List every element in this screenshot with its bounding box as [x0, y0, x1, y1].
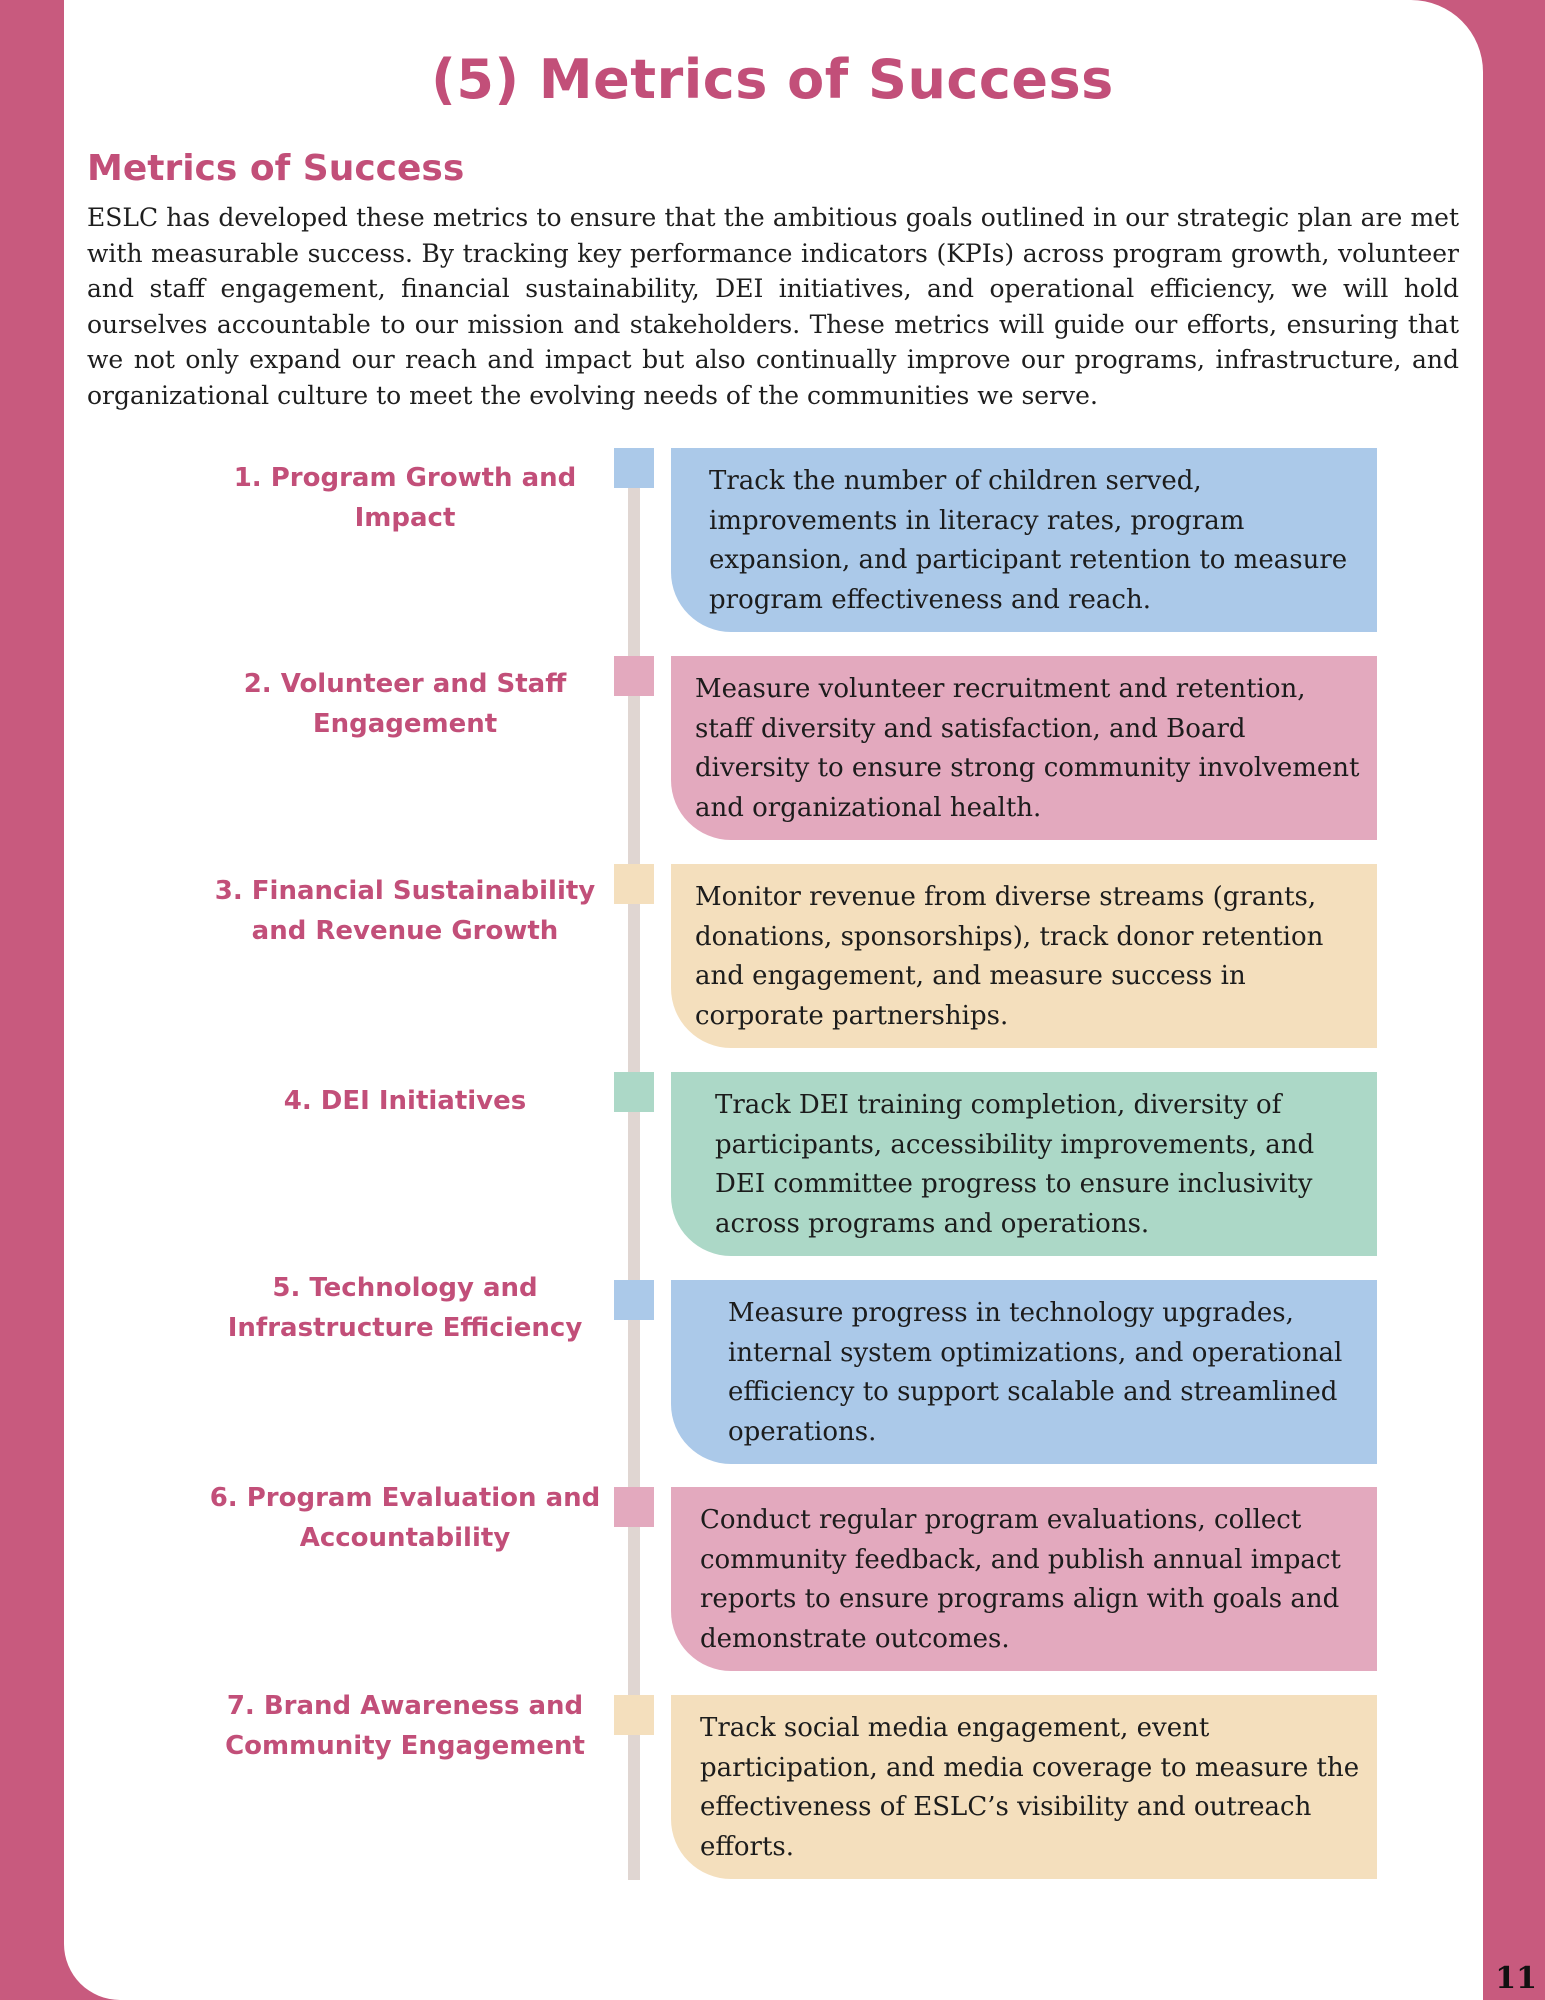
page-number: 11	[1495, 1961, 1537, 1996]
metric-card: Measure progress in technology upgrades, internal system optimizations, and operational efficiency to support scalable and streamlined operations.	[671, 1280, 1377, 1464]
metric-card: Track DEI training completion, diversity of participants, accessibility improvements, and DEI committee progress to ensure inclusivity across programs and operations.	[671, 1072, 1377, 1256]
metric-card: Conduct regular program evaluations, collect community feedback, and publish annual impact reports to ensure programs align with goals and demonstrate outcomes.	[671, 1487, 1377, 1671]
page-title: (5) Metrics of Success	[431, 48, 1114, 111]
section-heading: Metrics of Success	[87, 148, 465, 189]
metric-label: 3. Financial Sustainability and Revenue Growth	[214, 876, 596, 946]
timeline-marker	[614, 1280, 654, 1320]
metric-card: Measure volunteer recruitment and retention, staff diversity and satisfaction, and Board diversity to ensure strong community involvement and organizational health.	[671, 656, 1377, 840]
timeline-marker	[614, 656, 654, 696]
metric-label: 5. Technology and Infrastructure Efficiency	[227, 1273, 583, 1343]
metric-label: 7. Brand Awareness and Community Engagement	[225, 1691, 585, 1761]
metric-label: 1. Program Growth and Impact	[233, 463, 577, 533]
timeline-marker	[614, 1487, 654, 1527]
timeline-marker	[614, 1695, 654, 1735]
intro-paragraph: ESLC has developed these metrics to ensure that the ambitious goals outlined in our strategic plan are met with measurable success. By tracking key performance indicators (KPIs) across program growth, volunteer and staff engagement, financial sustainability, DEI initiatives, and operational efficiency, we will hold ourselves accountable to our mission and stakeholders. These metrics will guide our efforts, ensuring that we not only expand our reach and impact but also continually improve our programs, infrastructure, and organizational culture to meet the evolving needs of the communities we serve.	[87, 203, 1459, 410]
metric-label: 2. Volunteer and Staff Engagement	[243, 669, 567, 739]
timeline-marker	[614, 864, 654, 904]
metric-card: Track social media engagement, event participation, and media coverage to measure the effectiveness of ESLC’s visibility and outreach efforts.	[671, 1695, 1377, 1879]
metric-label: 6. Program Evaluation and Accountability	[209, 1483, 601, 1553]
timeline-marker	[614, 1072, 654, 1112]
metric-card: Monitor revenue from diverse streams (grants, donations, sponsorships), track donor retention and engagement, and measure success in corporate partnerships.	[671, 864, 1377, 1048]
metric-label: 4. DEI Initiatives	[283, 1086, 527, 1116]
metric-card: Track the number of children served, improvements in literacy rates, program expansion, and participant retention to measure program effectiveness and reach.	[671, 448, 1377, 632]
timeline-marker	[614, 448, 654, 488]
